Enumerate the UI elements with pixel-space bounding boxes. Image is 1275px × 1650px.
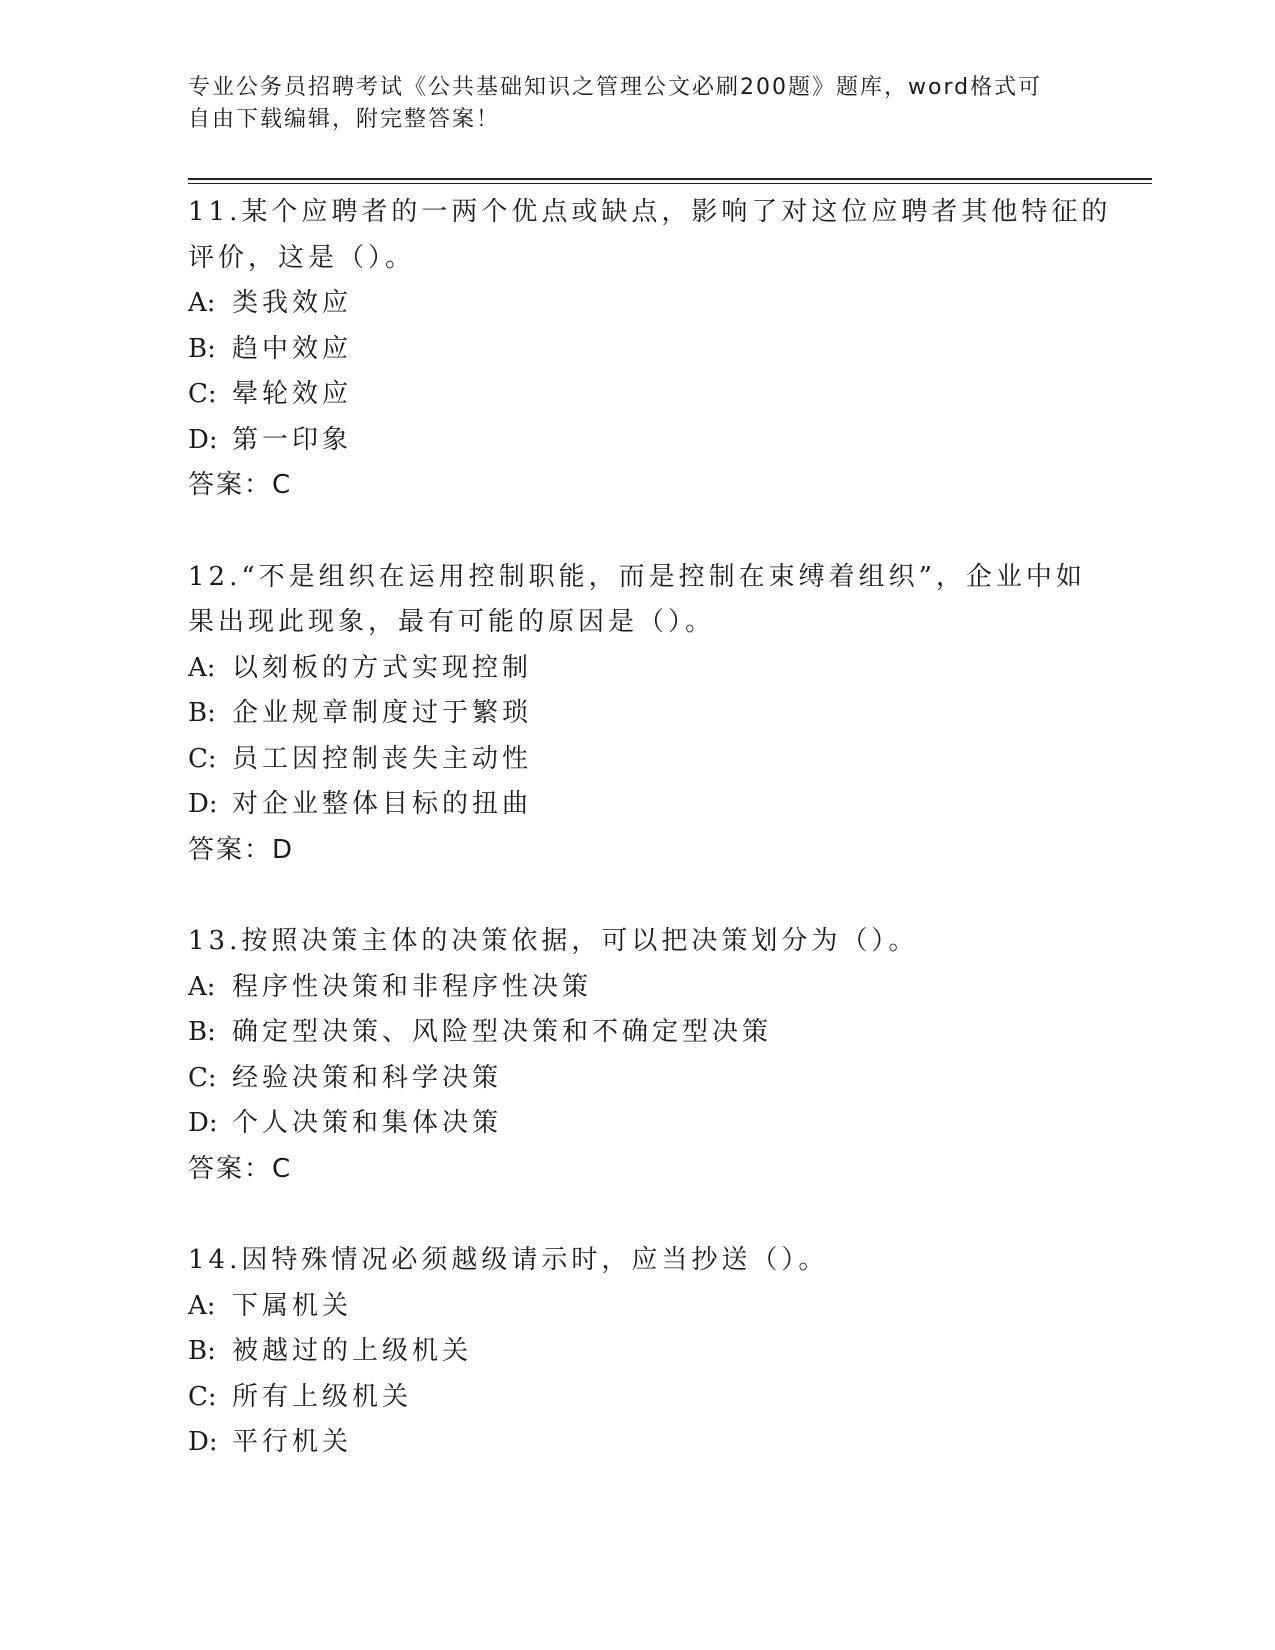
option-row (188, 1375, 1088, 1421)
option-row (188, 1010, 1088, 1056)
option-text: 确定型决策、风险型决策和不确定型决策 (232, 1017, 773, 1047)
option-letter: C: (188, 1381, 217, 1412)
option-letter: D: (188, 789, 218, 819)
option-letter: B: (188, 1336, 216, 1366)
option-letter: D: (188, 1108, 218, 1138)
question-text: 11.某个应聘者的一两个优点或缺点，影响了对这位应聘者其他特征的 (188, 197, 1112, 227)
document-header (188, 72, 1088, 136)
question-text: 14.因特殊情况必须越级请示时，应当抄送（）。 (188, 1245, 829, 1275)
question-text: 12.“不是组织在运用控制职能，而是控制在束缚着组织”，企业中如 (188, 561, 1086, 592)
option-letter: A: (188, 652, 216, 683)
option-text: 晕轮效应 (232, 379, 353, 409)
option-row (188, 782, 1088, 828)
option-text: 以刻板的方式实现控制 (232, 652, 533, 683)
option-row (188, 737, 1088, 783)
option-text: 员工因控制丧失主动性 (232, 743, 533, 774)
answer-line: 答案：C (188, 470, 293, 500)
option-letter: D: (188, 424, 218, 455)
option-text: 下属机关 (232, 1290, 353, 1321)
answer-line: 答案：C (188, 1153, 293, 1184)
option-letter: A: (188, 1290, 216, 1321)
option-text: 对企业整体目标的扭曲 (232, 789, 533, 819)
option-row (188, 1284, 1088, 1330)
option-letter: B: (188, 333, 216, 364)
option-row (188, 327, 1088, 373)
question-text: 果出现此现象，最有可能的原因是（）。 (188, 607, 716, 637)
option-row (188, 281, 1088, 327)
option-letter: C: (188, 379, 217, 409)
option-text: 程序性决策和非程序性决策 (232, 971, 593, 1002)
question-block (188, 555, 1088, 874)
option-text: 被越过的上级机关 (232, 1336, 473, 1366)
option-letter: C: (188, 1062, 217, 1093)
option-row (188, 372, 1088, 418)
option-letter: D: (188, 1427, 218, 1457)
option-text: 平行机关 (232, 1427, 353, 1457)
option-row (188, 965, 1088, 1011)
option-text: 经验决策和科学决策 (232, 1062, 503, 1093)
option-row (188, 1101, 1088, 1147)
option-row (188, 418, 1088, 464)
option-letter: B: (188, 1017, 216, 1047)
question-block (188, 190, 1112, 509)
header-divider-thick (188, 178, 1152, 180)
option-row (188, 646, 1088, 692)
question-text: 13.按照决策主体的决策依据，可以把决策划分为（）。 (188, 926, 919, 956)
option-text: 类我效应 (232, 288, 353, 318)
option-row (188, 1056, 1088, 1102)
option-letter: C: (188, 743, 217, 774)
option-row (188, 691, 1088, 737)
option-text: 个人决策和集体决策 (232, 1108, 503, 1138)
option-row (188, 1329, 1088, 1375)
header-line-1: 专业公务员招聘考试《公共基础知识之管理公文必刷200题》题库，word格式可 (188, 75, 1043, 100)
option-text: 第一印象 (232, 424, 353, 455)
option-letter: A: (188, 288, 216, 318)
header-divider-thin (188, 183, 1152, 184)
option-letter: A: (188, 971, 216, 1002)
option-row (188, 1420, 1088, 1466)
question-list (188, 190, 1112, 1512)
question-block (188, 1238, 1088, 1466)
option-text: 企业规章制度过于繁琐 (232, 698, 533, 728)
answer-line: 答案：D (188, 834, 295, 865)
option-text: 趋中效应 (232, 333, 353, 364)
option-letter: B: (188, 698, 216, 728)
question-text: 评价，这是（）。 (188, 242, 416, 273)
header-line-2: 自由下载编辑，附完整答案！ (188, 107, 501, 132)
option-text: 所有上级机关 (232, 1381, 413, 1412)
question-block (188, 919, 1088, 1192)
